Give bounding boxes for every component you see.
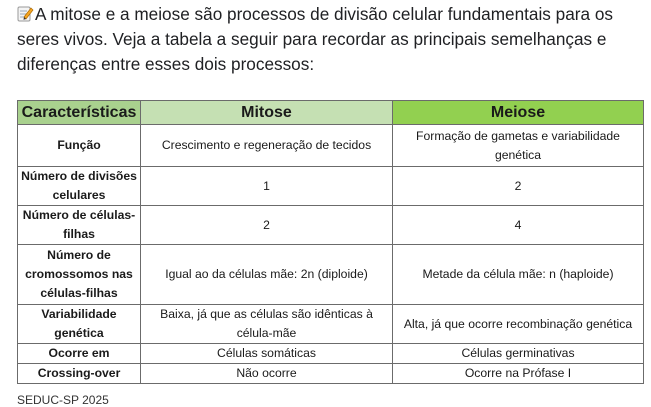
- source-caption: SEDUC-SP 2025: [17, 393, 109, 407]
- table-row: [18, 167, 644, 206]
- row-mitosis-value: 2: [141, 206, 393, 245]
- row-meiosis-value: Alta, já que ocorre recombinação genética: [393, 305, 644, 344]
- row-feature: Número de cromossomos nas células-filhas: [18, 245, 141, 305]
- memo-icon: [17, 5, 34, 22]
- row-feature: Função: [18, 125, 141, 167]
- row-mitosis-value: Crescimento e regeneração de tecidos: [141, 125, 393, 167]
- header-mitosis: Mitose: [141, 101, 393, 125]
- table-row: [18, 364, 644, 384]
- row-mitosis-value: Células somáticas: [141, 344, 393, 364]
- header-characteristics: Características: [18, 101, 141, 125]
- row-feature: Crossing-over: [18, 364, 141, 384]
- comparison-table: [17, 100, 644, 384]
- row-mitosis-value: Não ocorre: [141, 364, 393, 384]
- row-mitosis-value: Baixa, já que as células são idênticas à célula-mãe: [141, 305, 393, 344]
- row-meiosis-value: Células germinativas: [393, 344, 644, 364]
- header-meiosis: Meiose: [393, 101, 644, 125]
- row-mitosis-value: Igual ao da células mãe: 2n (diploide): [141, 245, 393, 305]
- row-feature: Variabilidade genética: [18, 305, 141, 344]
- row-feature: Número de células-filhas: [18, 206, 141, 245]
- row-mitosis-value: 1: [141, 167, 393, 206]
- row-feature: Número de divisões celulares: [18, 167, 141, 206]
- table-header-row: [18, 101, 644, 125]
- row-meiosis-value: Metade da célula mãe: n (haploide): [393, 245, 644, 305]
- row-feature: Ocorre em: [18, 344, 141, 364]
- table-row: [18, 245, 644, 305]
- row-meiosis-value: 2: [393, 167, 644, 206]
- row-meiosis-value: Formação de gametas e variabilidade genética: [393, 125, 644, 167]
- intro-paragraph: [17, 2, 642, 77]
- intro-text: A mitose e a meiose são processos de divisão celular fundamentais para os seres vivos. Veja a tabela a seguir para recordar as principais semelhanças e diferenças entre esses dois processos:: [17, 4, 614, 74]
- table-row: [18, 305, 644, 344]
- row-meiosis-value: Ocorre na Prófase I: [393, 364, 644, 384]
- table-row: [18, 125, 644, 167]
- table-row: [18, 344, 644, 364]
- table-row: [18, 206, 644, 245]
- row-meiosis-value: 4: [393, 206, 644, 245]
